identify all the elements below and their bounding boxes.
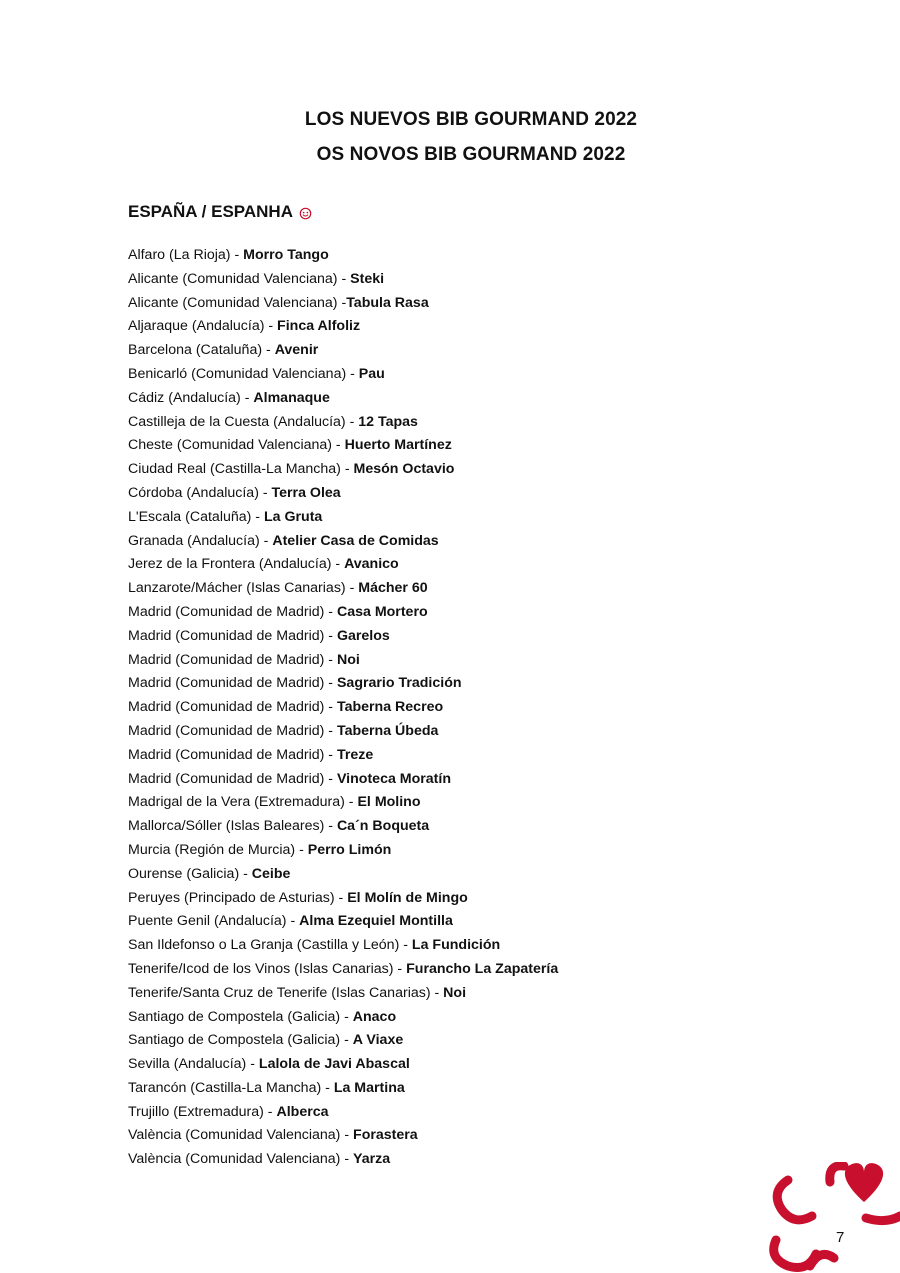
entry-restaurant-name: Tabula Rasa	[346, 294, 429, 311]
entry-location: Ciudad Real (Castilla-La Mancha) -	[128, 461, 354, 478]
entry-location: Madrid (Comunidad de Madrid) -	[128, 699, 337, 716]
entry-restaurant-name: Steki	[350, 270, 385, 287]
entry-location: Córdoba (Andalucía) -	[128, 484, 272, 501]
restaurant-list	[128, 244, 558, 1172]
list-item	[128, 1053, 558, 1077]
entry-location: Trujillo (Extremadura) -	[128, 1103, 277, 1120]
entry-restaurant-name: Perro Limón	[307, 841, 392, 858]
entry-location: Madrid (Comunidad de Madrid) -	[128, 722, 337, 739]
entry-restaurant-name: Noi	[336, 651, 360, 668]
entry-location: Castilleja de la Cuesta (Andalucía) -	[128, 413, 359, 430]
entry-location: Barcelona (Cataluña) -	[128, 342, 275, 359]
entry-location: Madrid (Comunidad de Madrid) -	[128, 651, 337, 668]
entry-restaurant-name: Almanaque	[253, 389, 330, 406]
list-item	[128, 601, 558, 625]
entry-location: San Ildefonso o La Granja (Castilla y León) -	[128, 937, 412, 954]
list-item	[128, 411, 558, 435]
bib-gourmand-icon	[299, 207, 312, 220]
entry-location: Jerez de la Frontera (Andalucía) -	[128, 556, 345, 573]
list-item	[128, 768, 558, 792]
entry-restaurant-name: Pau	[358, 365, 385, 382]
list-item	[128, 506, 558, 530]
entry-location: Puente Genil (Andalucía) -	[128, 913, 300, 930]
entry-restaurant-name: Casa Mortero	[336, 603, 428, 620]
entry-location: Mallorca/Sóller (Islas Baleares) -	[128, 818, 337, 835]
list-item	[128, 958, 558, 982]
list-item	[128, 982, 558, 1006]
list-item	[128, 1006, 558, 1030]
entry-location: Alfaro (La Rioja) -	[128, 247, 244, 263]
entry-location: Aljaraque (Andalucía) -	[128, 318, 278, 335]
list-item	[128, 268, 558, 292]
entry-restaurant-name: La Gruta	[263, 508, 323, 525]
list-item	[128, 1029, 558, 1053]
list-item	[128, 887, 558, 911]
entry-restaurant-name: Lalola de Javi Abascal	[258, 1056, 410, 1073]
entry-restaurant-name: Mesón Octavio	[353, 461, 455, 478]
entry-restaurant-name: El Molino	[357, 794, 421, 811]
list-item	[128, 791, 558, 815]
entry-location: València (Comunidad Valenciana) -	[128, 1151, 354, 1168]
section-heading	[128, 202, 312, 222]
entry-restaurant-name: Ceibe	[251, 865, 291, 882]
entry-location: Tenerife/Icod de los Vinos (Islas Canarias) -	[128, 960, 407, 977]
entry-location: Madrid (Comunidad de Madrid) -	[128, 603, 337, 620]
list-item	[128, 339, 558, 363]
list-item	[128, 696, 558, 720]
entry-location: Peruyes (Principado de Asturias) -	[128, 889, 348, 906]
list-item	[128, 1077, 558, 1101]
page-number: 7	[836, 1229, 845, 1246]
entry-restaurant-name: Taberna Úbeda	[336, 722, 439, 739]
entry-restaurant-name: Anaco	[352, 1008, 397, 1025]
list-item	[128, 458, 558, 482]
list-item	[128, 649, 558, 673]
list-item	[128, 434, 558, 458]
entry-restaurant-name: Mácher 60	[358, 580, 428, 597]
list-item	[128, 1101, 558, 1125]
entry-location: Madrid (Comunidad de Madrid) -	[128, 675, 337, 692]
entry-location: Alicante (Comunidad Valenciana) -	[128, 294, 347, 311]
entry-location: Granada (Andalucía) -	[128, 532, 273, 549]
entry-location: Santiago de Compostela (Galicia) -	[128, 1032, 353, 1049]
entry-restaurant-name: La Fundición	[411, 937, 501, 954]
michelin-heart-logo	[768, 1162, 900, 1273]
entry-location: València (Comunidad Valenciana) -	[128, 1127, 354, 1144]
list-item	[128, 244, 558, 268]
entry-location: Santiago de Compostela (Galicia) -	[128, 1008, 353, 1025]
list-item	[128, 863, 558, 887]
list-item	[128, 1124, 558, 1148]
page-title-spanish: LOS NUEVOS BIB GOURMAND 2022	[304, 109, 638, 130]
entry-restaurant-name: Treze	[336, 746, 374, 763]
entry-restaurant-name: Terra Olea	[271, 484, 341, 501]
list-item	[128, 577, 558, 601]
list-item	[128, 839, 558, 863]
list-item	[128, 720, 558, 744]
entry-location: Madrid (Comunidad de Madrid) -	[128, 627, 337, 644]
entry-restaurant-name: Morro Tango	[243, 247, 329, 263]
entry-restaurant-name: Furancho La Zapatería	[406, 960, 559, 977]
entry-restaurant-name: Alberca	[276, 1103, 329, 1120]
entry-restaurant-name: Vinoteca Moratín	[336, 770, 452, 787]
entry-restaurant-name: Ca´n Boqueta	[336, 818, 430, 835]
list-item	[128, 553, 558, 577]
list-item	[128, 672, 558, 696]
entry-location: Tarancón (Castilla-La Mancha) -	[128, 1079, 334, 1096]
entry-restaurant-name: Huerto Martínez	[344, 437, 452, 454]
entry-restaurant-name: El Molín de Mingo	[347, 889, 468, 906]
entry-restaurant-name: A Viaxe	[352, 1032, 404, 1049]
entry-restaurant-name: Taberna Recreo	[336, 699, 444, 716]
list-item	[128, 315, 558, 339]
list-item	[128, 625, 558, 649]
entry-location: Cádiz (Andalucía) -	[128, 389, 254, 406]
entry-restaurant-name: Forastera	[353, 1127, 418, 1144]
entry-location: Sevilla (Andalucía) -	[128, 1056, 259, 1073]
entry-restaurant-name: Atelier Casa de Comidas	[272, 532, 439, 549]
entry-location: Madrid (Comunidad de Madrid) -	[128, 770, 337, 787]
entry-restaurant-name: Finca Alfoliz	[277, 318, 361, 335]
entry-restaurant-name: Alma Ezequiel Montilla	[299, 913, 453, 930]
entry-location: Alicante (Comunidad Valenciana) -	[128, 270, 351, 287]
section-heading-text: ESPAÑA / ESPANHA	[128, 202, 293, 221]
page-title-portuguese: OS NOVOS BIB GOURMAND 2022	[316, 144, 626, 165]
entry-location: Benicarló (Comunidad Valenciana) -	[128, 365, 359, 382]
entry-restaurant-name: Sagrario Tradición	[336, 675, 462, 692]
list-item	[128, 482, 558, 506]
list-item	[128, 387, 558, 411]
entry-restaurant-name: La Martina	[333, 1079, 405, 1096]
list-item	[128, 363, 558, 387]
entry-location: Lanzarote/Mácher (Islas Canarias) -	[128, 580, 359, 597]
entry-location: L'Escala (Cataluña) -	[128, 508, 264, 525]
list-item	[128, 530, 558, 554]
list-item	[128, 934, 558, 958]
list-item	[128, 910, 558, 934]
entry-location: Tenerife/Santa Cruz de Tenerife (Islas Canarias) -	[128, 984, 444, 1001]
entry-restaurant-name: Avenir	[274, 342, 319, 359]
entry-restaurant-name: Garelos	[336, 627, 390, 644]
entry-location: Ourense (Galicia) -	[128, 865, 252, 882]
entry-location: Madrigal de la Vera (Extremadura) -	[128, 794, 358, 811]
entry-restaurant-name: Yarza	[353, 1151, 391, 1168]
entry-restaurant-name: 12 Tapas	[358, 413, 418, 430]
entry-restaurant-name: Avanico	[344, 556, 399, 573]
entry-location: Madrid (Comunidad de Madrid) -	[128, 746, 337, 763]
entry-location: Murcia (Región de Murcia) -	[128, 841, 308, 858]
entry-restaurant-name: Noi	[443, 984, 467, 1001]
list-item	[128, 292, 558, 316]
list-item	[128, 744, 558, 768]
list-item	[128, 1148, 558, 1172]
list-item	[128, 815, 558, 839]
entry-location: Cheste (Comunidad Valenciana) -	[128, 437, 345, 454]
